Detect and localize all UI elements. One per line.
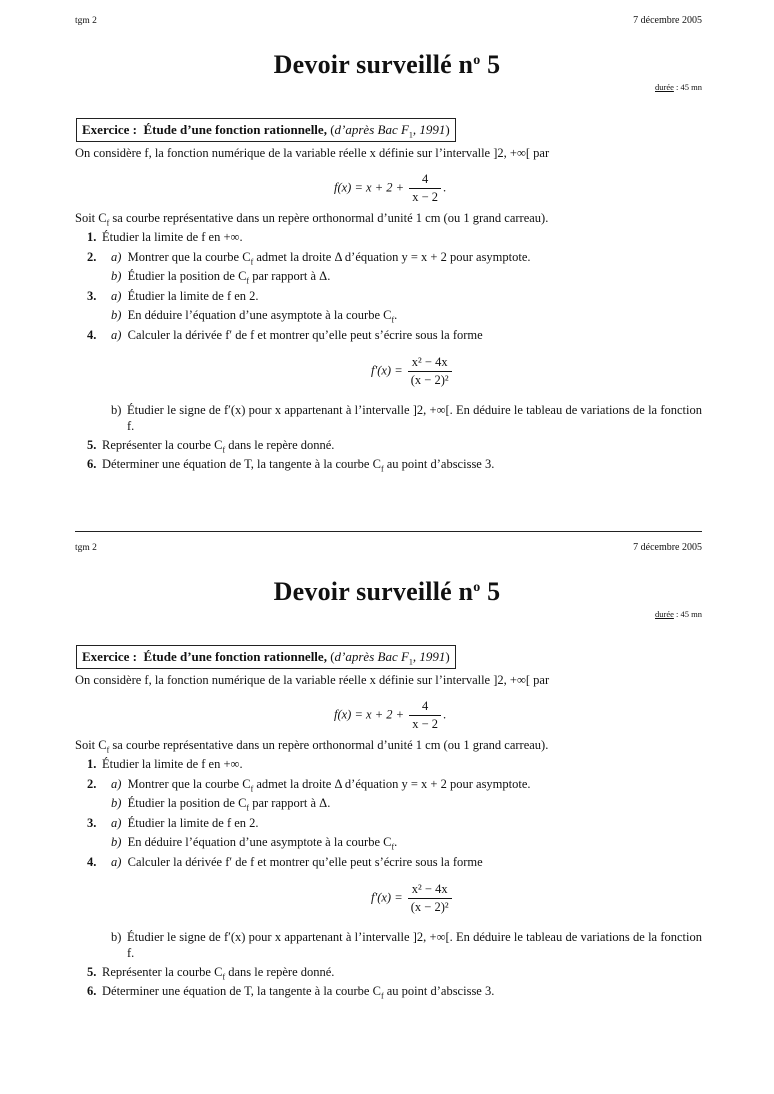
intro-text: On considère f, la fonction numérique de la variable réelle x définie sur l’intervalle ]2, +∞[ par: [75, 673, 550, 687]
curve-definition: Soit $C_f$ sa courbe représentative dans un repère orthonormal d’unité 1 cm (ou 1 grand carreau).: [75, 211, 549, 228]
question-text: Déterminer une équation de T, la tangente à la courbe $C_f$ au point d’abscisse 3.: [102, 984, 495, 1001]
duration-note: durée : 45 mn: [655, 609, 702, 619]
question-number: 6.: [87, 984, 97, 998]
question-part: a) Étudier la limite de f en 2.: [111, 289, 259, 303]
intro-text: On considère f, la fonction numérique de la variable réelle x définie sur l’intervalle ]2, +∞[ par: [75, 146, 550, 160]
question-number: 3.: [87, 289, 97, 303]
question-part: b) En déduire l’équation d’une asymptote à la courbe $C_f$.: [111, 835, 398, 852]
function-formula: f(x) = x + 2 + $\frac{4}{x - 2}$ .: [334, 172, 447, 204]
worksheet-copy-2: [0, 527, 774, 1057]
question-text: Déterminer une équation de T, la tangente à la courbe $C_f$ au point d’abscisse 3.: [102, 457, 495, 474]
question-number: 5.: [87, 438, 97, 452]
question-number: 2.: [87, 777, 97, 791]
question-text: Représenter la courbe $C_f$ dans le repère donné.: [102, 965, 335, 982]
question-part: a) Étudier la limite de f en 2.: [111, 816, 259, 830]
duration-note: durée : 45 mn: [655, 82, 702, 92]
derivative-formula: f′(x) = $\frac{\text{x² − 4x}}{\text{(x − 2)²}}$: [371, 355, 454, 388]
question-part-text: Étudier le signe de f′(x) pour x appartenant à l’intervalle ]2, +∞[. En déduire le tableau de variations de la fonction f.: [127, 930, 702, 960]
page-title: Devoir surveillé $n^o$ 5: [273, 577, 501, 606]
question-part: b) En déduire l’équation d’une asymptote à la courbe $C_f$.: [111, 308, 398, 325]
question-part-text: Étudier le signe de f′(x) pour x appartenant à l’intervalle ]2, +∞[. En déduire le tableau de variations de la fonction f.: [127, 403, 702, 433]
question-number: 1.: [87, 230, 97, 244]
question-part-label: b): [111, 930, 122, 944]
question-part: a) Calculer la dérivée f′ de f et montrer qu’elle peut s’écrire sous la forme: [111, 855, 483, 869]
question-number: 3.: [87, 816, 97, 830]
question-part-label: b): [111, 403, 122, 417]
question-part: a) Calculer la dérivée f′ de f et montrer qu’elle peut s’écrire sous la forme: [111, 328, 483, 342]
question-part: a) Montrer que la courbe $C_f$ admet la droite Δ d’équation y = x + 2 pour asymptote.: [111, 777, 531, 794]
exercise-title-box: Exercice : Étude d’une fonction rationnelle, (d’après Bac $F_1$, 1991): [76, 645, 456, 669]
function-formula: f(x) = x + 2 + $\frac{4}{x - 2}$ .: [334, 699, 447, 731]
question-number: 6.: [87, 457, 97, 471]
curve-definition: Soit $C_f$ sa courbe représentative dans un repère orthonormal d’unité 1 cm (ou 1 grand carreau).: [75, 738, 549, 755]
header-date: 7 décembre 2005: [633, 15, 702, 26]
question-number: 1.: [87, 757, 97, 771]
page-title: Devoir surveillé $n^o$ 5: [273, 50, 501, 79]
question-number: 4.: [87, 855, 97, 869]
question-text: Étudier la limite de f en +∞.: [102, 230, 243, 244]
header-date: 7 décembre 2005: [633, 542, 702, 553]
question-part: a) Montrer que la courbe $C_f$ admet la droite Δ d’équation y = x + 2 pour asymptote.: [111, 250, 531, 267]
question-part: b) Étudier la position de $C_f$ par rapport à Δ.: [111, 269, 331, 286]
question-text: Représenter la courbe $C_f$ dans le repère donné.: [102, 438, 335, 455]
header-class: tgm 2: [75, 543, 97, 553]
worksheet-copy-1: [0, 0, 774, 530]
question-number: 5.: [87, 965, 97, 979]
question-number: 2.: [87, 250, 97, 264]
question-number: 4.: [87, 328, 97, 342]
exercise-title-box: Exercice : Étude d’une fonction rationnelle, (d’après Bac $F_1$, 1991): [76, 118, 456, 142]
derivative-formula: f′(x) = $\frac{\text{x² − 4x}}{\text{(x − 2)²}}$: [371, 882, 454, 915]
question-text: Étudier la limite de f en +∞.: [102, 757, 243, 771]
question-part: b) Étudier la position de $C_f$ par rapport à Δ.: [111, 796, 331, 813]
header-class: tgm 2: [75, 16, 97, 26]
